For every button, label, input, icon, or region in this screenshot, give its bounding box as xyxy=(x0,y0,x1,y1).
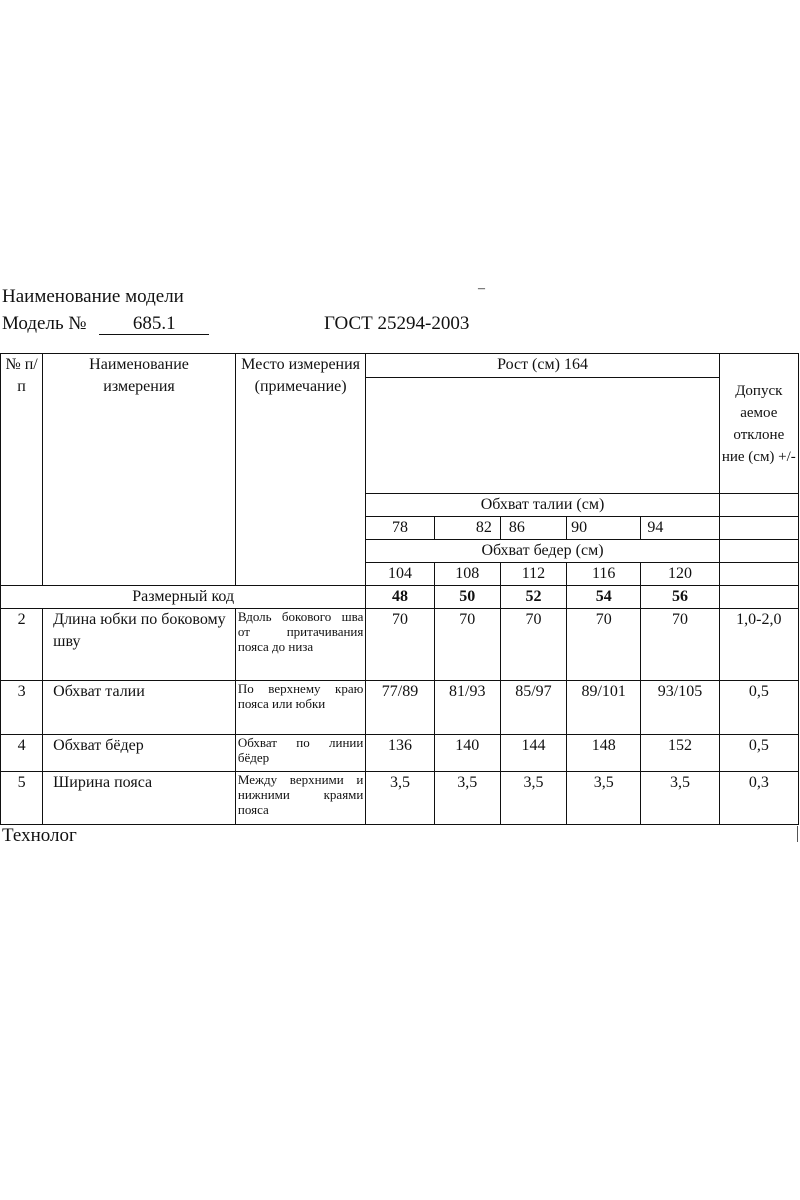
model-label: Модель № xyxy=(2,313,87,334)
row-value: 70 xyxy=(567,609,641,681)
row-value: 70 xyxy=(434,609,500,681)
waist-value: 90 xyxy=(567,517,641,540)
table-row xyxy=(1,681,799,735)
header-hips: Обхват бедер (см) xyxy=(366,540,719,563)
row-name: Ширина пояса xyxy=(43,772,236,825)
row-value: 140 xyxy=(434,735,500,772)
hips-value: 112 xyxy=(500,563,566,586)
hips-value: 108 xyxy=(434,563,500,586)
row-place: Между верхними и нижними краями пояса xyxy=(235,772,365,825)
row-value: 3,5 xyxy=(366,772,434,825)
stray-dash: – xyxy=(478,281,485,296)
waist-value: 82 xyxy=(434,517,500,540)
header-no: № п/ п xyxy=(1,354,43,586)
row-value: 152 xyxy=(641,735,719,772)
model-name-title: Наименование модели xyxy=(2,286,184,307)
waist-value: 78 xyxy=(366,517,434,540)
size-code-label: Размерный код xyxy=(1,586,366,609)
row-number: 3 xyxy=(1,681,43,735)
header-blank-area xyxy=(366,378,719,494)
empty-cell xyxy=(719,517,798,540)
row-value: 70 xyxy=(641,609,719,681)
size-code: 54 xyxy=(567,586,641,609)
row-value: 81/93 xyxy=(434,681,500,735)
row-number: 5 xyxy=(1,772,43,825)
waist-value: 94 xyxy=(641,517,719,540)
technologist-label: Технолог xyxy=(2,825,77,846)
hips-value: 120 xyxy=(641,563,719,586)
row-value: 85/97 xyxy=(500,681,566,735)
empty-cell xyxy=(719,494,798,517)
table-row xyxy=(1,772,799,825)
row-tolerance: 0,3 xyxy=(719,772,798,825)
model-number: 685.1 xyxy=(99,314,209,335)
row-name: Длина юбки по боковому шву xyxy=(43,609,236,681)
header-measurement-name: Наименование измерения xyxy=(43,354,236,586)
header-tolerance-top xyxy=(719,354,798,378)
measurement-table xyxy=(0,353,799,825)
hips-value: 116 xyxy=(567,563,641,586)
row-value: 77/89 xyxy=(366,681,434,735)
header-measurement-place: Место измерения (примечание) xyxy=(235,354,365,586)
empty-cell xyxy=(719,540,798,563)
hips-value: 104 xyxy=(366,563,434,586)
row-number: 4 xyxy=(1,735,43,772)
empty-cell xyxy=(719,586,798,609)
row-tolerance: 0,5 xyxy=(719,735,798,772)
row-place: Вдоль бокового шва от притачивания пояса до низа xyxy=(235,609,365,681)
row-place: Обхват по линии бёдер xyxy=(235,735,365,772)
size-code: 50 xyxy=(434,586,500,609)
row-value: 89/101 xyxy=(567,681,641,735)
row-place: По верхнему краю пояса или юбки xyxy=(235,681,365,735)
row-value: 93/105 xyxy=(641,681,719,735)
header-height: Рост (см) 164 xyxy=(366,354,719,378)
row-value: 3,5 xyxy=(434,772,500,825)
row-value: 148 xyxy=(567,735,641,772)
row-value: 3,5 xyxy=(500,772,566,825)
header-tolerance: Допуск аемое отклоне ние (см) +/- xyxy=(719,378,798,494)
waist-value: 86 xyxy=(500,517,566,540)
size-code: 48 xyxy=(366,586,434,609)
empty-cell xyxy=(719,563,798,586)
size-code: 52 xyxy=(500,586,566,609)
row-name: Обхват талии xyxy=(43,681,236,735)
row-value: 144 xyxy=(500,735,566,772)
row-tolerance: 0,5 xyxy=(719,681,798,735)
row-tolerance: 1,0-2,0 xyxy=(719,609,798,681)
size-code: 56 xyxy=(641,586,719,609)
margin-mark xyxy=(797,826,798,842)
table-row xyxy=(1,609,799,681)
row-value: 3,5 xyxy=(567,772,641,825)
row-value: 136 xyxy=(366,735,434,772)
row-number: 2 xyxy=(1,609,43,681)
row-value: 70 xyxy=(500,609,566,681)
row-value: 70 xyxy=(366,609,434,681)
row-name: Обхват бёдер xyxy=(43,735,236,772)
model-number-line xyxy=(2,313,470,335)
row-value: 3,5 xyxy=(641,772,719,825)
table-row xyxy=(1,735,799,772)
header-waist: Обхват талии (см) xyxy=(366,494,719,517)
gost-standard: ГОСТ 25294-2003 xyxy=(324,313,470,334)
